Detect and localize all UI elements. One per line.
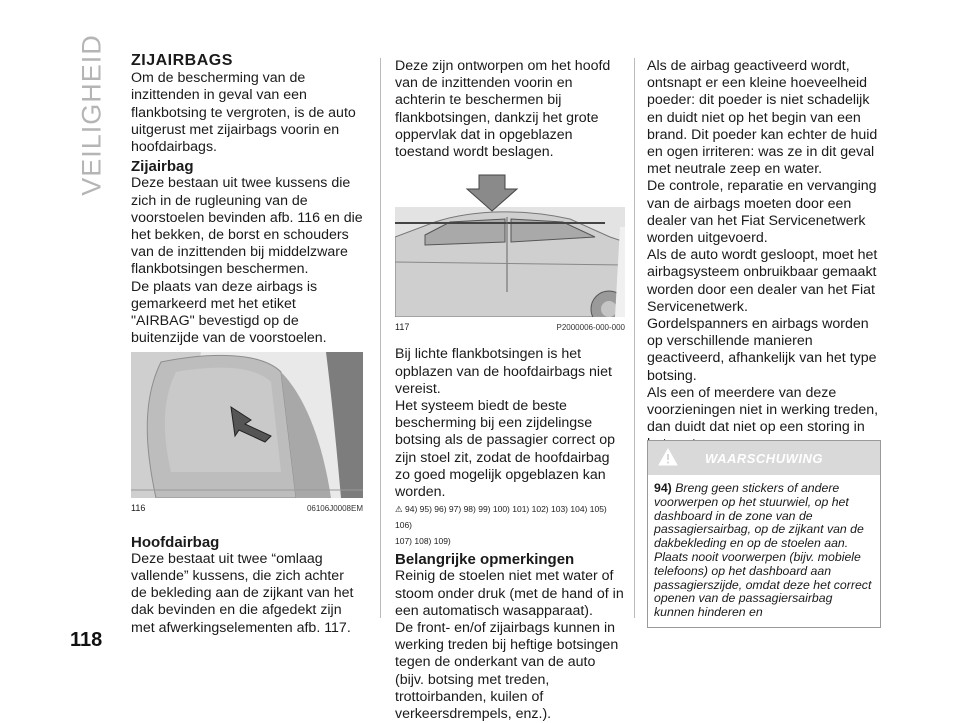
warning-body: [648, 475, 880, 627]
intro-paragraph: Deze zijn ontworpen om het hoofd van de inzittenden voorin en achterin te beschermen bij flankbotsingen, dankzij het grote oppervlak dat in opgeblazen toestand wordt beslagen.: [395, 58, 611, 161]
subheading-hoofdairbag: Hoofdairbag: [131, 533, 220, 551]
subheading-belangrijke-opmerkingen: Belangrijke opmerkingen: [395, 551, 575, 569]
heading-zijairbags: ZIJAIRBAGS: [131, 52, 233, 69]
paragraph: Als de auto wordt gesloopt, moet het airbagsysteem onbruikbaar gemaakt worden door een dealer van het Fiat Servicenetwerk.: [647, 247, 878, 315]
section-title-text: VEILIGHEID: [76, 34, 107, 196]
column-divider: [380, 58, 381, 618]
warning-refs-line: [395, 501, 625, 533]
figure-number: 117: [395, 322, 410, 333]
paragraph: Deze bestaan uit twee kussens die zich in de rugleuning van de voorstoelen bevinden afb. 116 en die het bekken, de borst en schouders van de inzittenden bij middelzware flankbotsingen beschermen.: [131, 175, 363, 278]
paragraph: Als de airbag geactiveerd wordt, ontsnapt er een kleine hoeveelheid poeder: dit poeder is niet schadelijk en duidt niet op het begin van een brand. Dit poeder kan echter de huid en ogen irriteren: was ze in dit geval met neutrale zeep en water.: [647, 58, 878, 178]
paragraph: De plaats van deze airbags is gemarkeerd met het etiket "AIRBAG" bevestigd op de buitenzijde van de voorstoelen.: [131, 278, 327, 347]
refs-text: 94) 95) 96) 97) 98) 99) 100) 101) 102) 103) 104) 105) 106): [395, 504, 607, 531]
figure-116-seat: [131, 352, 363, 498]
column-2: [395, 58, 625, 723]
figure-117-caption: [395, 319, 625, 336]
figure-117-car: [395, 167, 625, 317]
warning-refs-line: 107) 108) 109): [395, 536, 451, 547]
warning-ref: 94): [654, 481, 672, 495]
warning-header: [648, 441, 880, 475]
figure-code: 06106J0008EM: [306, 504, 363, 514]
figure-116-caption: [131, 500, 363, 517]
figure-code: P2000006-000-000: [556, 323, 625, 333]
column-3: [647, 58, 879, 454]
paragraph: Het systeem biedt de beste bescherming bij een zijdelingse botsing als de passagier correct op zijn stoel zit, zodat de hoofdairbag zo goed mogelijk opgeblazen kan worden.: [395, 398, 616, 501]
warning-box: [647, 440, 881, 628]
seat-illustration: [131, 352, 363, 498]
warning-references: [395, 501, 625, 549]
warning-triangle-icon: [658, 448, 678, 466]
paragraph: De controle, reparatie en vervanging van de airbags moeten door een dealer van het Fiat Servicenetwerk worden uitgevoerd.: [647, 178, 877, 247]
car-side-illustration: [395, 167, 625, 317]
warning-small-icon: ⚠: [395, 504, 405, 515]
subheading-zijairbag: Zijairbag: [131, 158, 194, 176]
column-divider: [634, 58, 635, 618]
page-number: 118: [70, 629, 103, 651]
paragraph: Als een of meerdere van deze voorzieningen niet in werking treden, dan duidt dat niet op een storing in: [647, 384, 879, 436]
warning-text: Breng geen stickers of andere voorwerpen op het stuurwiel, op het dashboard in de zone van de passagiersairbag, op de zijkant van de dakbekleding en op de stoelen aan. Plaats nooit voorwerpen (bijv. mobiele telefoons) op het dashboard aan passagierszijde, omdat deze het correct openen van de passagiersairbag kunnen hinderen en: [654, 481, 872, 620]
warning-title: WAARSCHUWING: [705, 450, 823, 466]
paragraph: Gordelspanners en airbags worden op verschillende manieren geactiveerd, afhankelijk van het type botsing.: [647, 316, 877, 384]
paragraph: Bij lichte flankbotsingen is het opblazen van de hoofdairbags niet vereist.: [395, 346, 612, 397]
paragraph: Reinig de stoelen niet met water of stoom onder druk (met de hand of in een automatisch wasapparaat).: [395, 568, 624, 619]
intro-paragraph: Om de bescherming van de inzittenden in geval van een flankbotsing te vergroten, is de auto uitgerust met zijairbags voorin en hoofdairbags.: [131, 70, 356, 156]
paragraph: De front- en/of zijairbags kunnen in werking treden bij heftige botsingen tegen de onderkant van de auto (bijv. botsing met treden, trottoirbanden, kuilen of verkeersdrempels, enz.).: [395, 620, 619, 723]
figure-number: 116: [131, 503, 146, 514]
paragraph: Deze bestaat uit twee “omlaag vallende” kussens, die zich achter de bekleding aan de zijkant van het dak bevinden en die afgedekt zijn met afwerkingselementen afb. 117.: [131, 550, 354, 636]
section-side-title: [72, 34, 112, 196]
column-1: [131, 52, 363, 637]
